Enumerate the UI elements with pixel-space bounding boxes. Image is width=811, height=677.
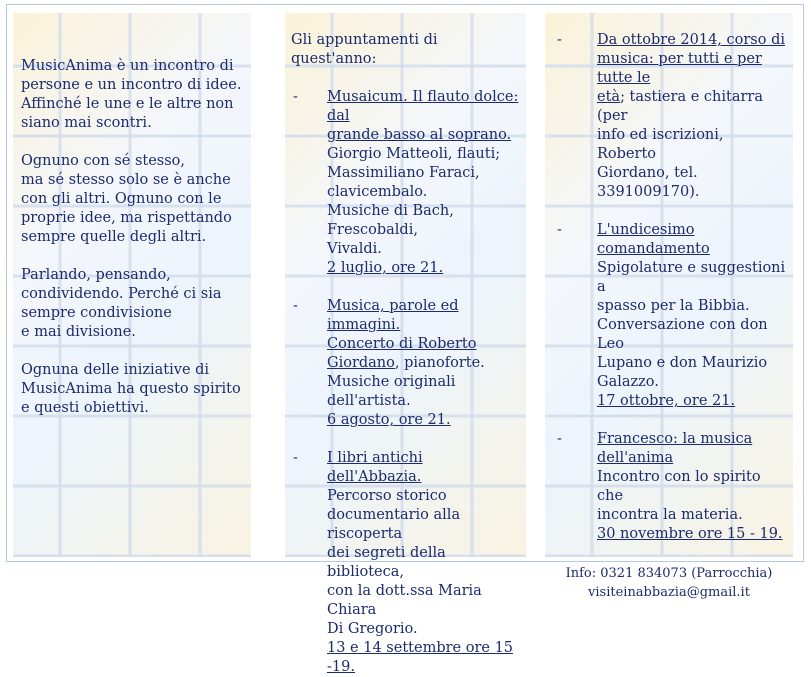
leaflet-sheet — [6, 4, 804, 675]
intro-line: Ognuna delle iniziative di — [21, 362, 210, 378]
event-description: Giordano, tel. 3391009170). — [597, 165, 700, 200]
event-title: Concerto di Roberto — [327, 336, 477, 352]
intro-line: con gli altri. Ognuno con le — [21, 191, 222, 207]
intro-line: MusicAnima è un incontro di — [21, 58, 234, 74]
intro-line: Parlando, pensando, — [21, 267, 171, 283]
event-body — [597, 430, 787, 544]
event-date: 6 agosto, ore 21. — [327, 412, 451, 428]
intro-line: sempre condivisione — [21, 305, 172, 321]
event-item — [291, 449, 520, 677]
event-description: Lupano e don Maurizio — [597, 355, 768, 371]
event-description: incontra la materia. — [597, 507, 743, 523]
intro-paragraph — [21, 57, 243, 133]
event-title: Da ottobre 2014, corso di — [597, 32, 785, 48]
contact-line: Info: 0321 834073 (Parrocchia) — [565, 566, 773, 581]
events-heading: Gli appuntamenti di quest'anno: — [291, 32, 438, 67]
event-body — [327, 449, 520, 677]
event-description: clavicembalo. — [327, 184, 428, 200]
left-panel — [13, 13, 251, 557]
contact-info — [551, 564, 787, 602]
right-panel — [545, 13, 793, 600]
event-title: musica: per tutti e per tutte le — [597, 51, 762, 86]
event-title: età — [597, 89, 621, 105]
intro-line: e mai divisione. — [21, 324, 136, 340]
event-body — [597, 31, 787, 202]
intro-line: proprie idee, ma rispettando — [21, 210, 232, 226]
event-description: Massimiliano Faraci, — [327, 165, 480, 181]
event-item — [551, 430, 787, 544]
event-title: Musaicum. Il flauto dolce: dal — [327, 89, 519, 124]
intro-line: persone e un incontro di idee. — [21, 77, 242, 93]
intro-paragraph — [21, 361, 243, 418]
event-body — [327, 297, 520, 430]
events-list-middle — [291, 88, 520, 677]
events-list-right — [551, 31, 787, 544]
bullet-dash: - — [293, 298, 298, 314]
bullet-dash: - — [293, 450, 298, 466]
event-description: Galazzo. — [597, 374, 659, 390]
contact-line: visiteinabbazia@gmail.it — [588, 585, 750, 600]
event-item — [291, 297, 520, 430]
event-body — [597, 221, 787, 411]
event-item — [551, 221, 787, 411]
event-body — [327, 88, 520, 278]
intro-line: e questi obiettivi. — [21, 400, 149, 416]
event-title: L'undicesimo comandamento — [597, 222, 710, 257]
intro-paragraph — [21, 266, 243, 342]
bullet-dash: - — [293, 89, 298, 105]
event-description: Musiche originali dell'artista. — [327, 374, 456, 409]
event-description: dei segreti della biblioteca, — [327, 545, 446, 580]
event-description: info ed iscrizioni, Roberto — [597, 127, 724, 162]
intro-paragraph — [21, 152, 243, 247]
event-description: Di Gregorio. — [327, 621, 418, 637]
event-title: Francesco: la musica dell'anima — [597, 431, 753, 466]
event-description: Vivaldi. — [327, 241, 382, 257]
event-description: Spigolature e suggestioni a — [597, 260, 786, 295]
intro-line: siano mai scontri. — [21, 115, 152, 131]
event-title: Musica, parole ed immagini. — [327, 298, 459, 333]
bullet-dash: - — [557, 222, 562, 238]
middle-panel — [285, 13, 526, 675]
bullet-dash: - — [557, 431, 562, 447]
event-date: 17 ottobre, ore 21. — [597, 393, 736, 409]
event-title-tail: , pianoforte. — [394, 355, 485, 371]
event-description: con la dott.ssa Maria Chiara — [327, 583, 482, 618]
intro-line: MusicAnima ha questo spirito — [21, 381, 241, 397]
event-description: Giorgio Matteoli, flauti; — [327, 146, 501, 162]
intro-line: Affinché le une e le altre non — [21, 96, 234, 112]
event-date: 13 e 14 settembre ore 15 -19. — [327, 640, 514, 675]
event-description: Percorso storico — [327, 488, 447, 504]
event-description: documentario alla riscoperta — [327, 507, 461, 542]
event-date: 2 luglio, ore 21. — [327, 260, 444, 276]
event-title: grande basso al soprano. — [327, 127, 512, 143]
intro-line: ma sé stesso solo se è anche — [21, 172, 231, 188]
event-date: 30 novembre ore 15 - 19. — [597, 526, 783, 542]
event-title: I libri antichi dell'Abbazia. — [327, 450, 423, 485]
event-description: spasso per la Bibbia. — [597, 298, 750, 314]
event-title-tail: ; tastiera e chitarra (per — [597, 89, 763, 124]
event-title: Giordano — [327, 355, 395, 371]
intro-text — [13, 13, 251, 418]
event-description: Conversazione con don Leo — [597, 317, 768, 352]
intro-line: Ognuno con sé stesso, — [21, 153, 186, 169]
bullet-dash: - — [557, 32, 562, 48]
event-item — [551, 31, 787, 202]
intro-line: condividendo. Perché ci sia — [21, 286, 222, 302]
intro-line: sempre quelle degli altri. — [21, 229, 207, 245]
event-description: Musiche di Bach, Frescobaldi, — [327, 203, 454, 238]
event-description: Incontro con lo spirito che — [597, 469, 761, 504]
event-item — [291, 88, 520, 278]
